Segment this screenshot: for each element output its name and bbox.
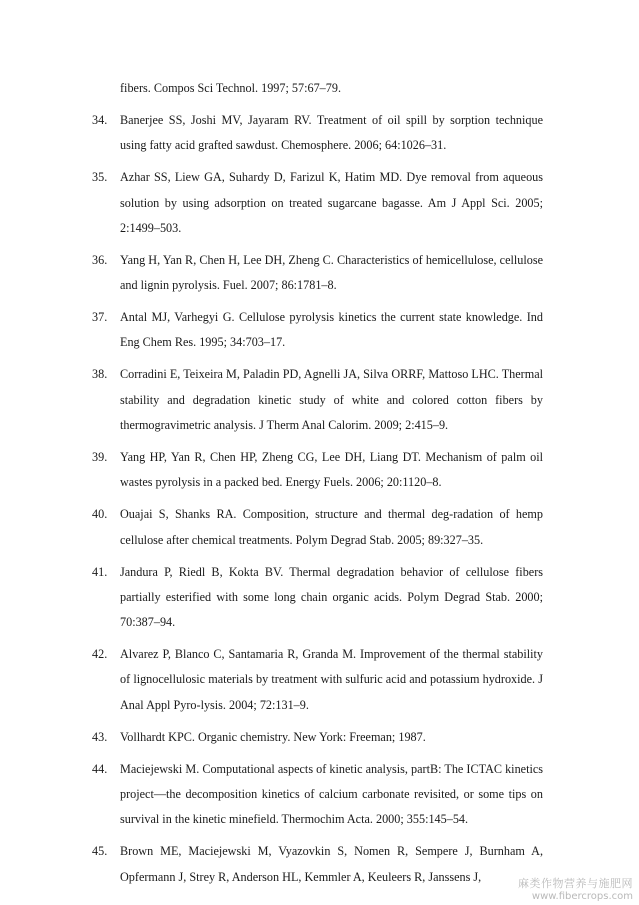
- reference-item: [92, 362, 543, 438]
- reference-number: 43.: [92, 729, 108, 744]
- reference-number: 37.: [92, 310, 108, 325]
- reference-item: [92, 642, 543, 718]
- reference-item: [92, 502, 543, 553]
- reference-text: fibers. Compos Sci Technol. 1997; 57:67–79.: [120, 81, 341, 95]
- reference-text: Banerjee SS, Joshi MV, Jayaram RV. Treatment of oil spill by sorption technique using fatty acid grafted sawdust. Chemosphere. 2006; 64:1026–31.: [120, 112, 543, 153]
- reference-number: 45.: [92, 844, 108, 859]
- reference-continuation: [92, 76, 543, 101]
- reference-item: [92, 560, 543, 636]
- site-watermark: [518, 877, 633, 903]
- reference-number: 40.: [92, 507, 108, 522]
- watermark-url: www.fibercrops.com: [531, 891, 633, 902]
- reference-item: [92, 445, 543, 496]
- reference-item: [92, 757, 543, 833]
- reference-text: Alvarez P, Blanco C, Santamaria R, Granda M. Improvement of the thermal stability of lignocellulosic materials by treatment with sulfuric acid and potassium hydroxide. J Anal Appl Pyro-lysis. 2004; 72:131–9.: [120, 647, 543, 712]
- reference-text: Jandura P, Riedl B, Kokta BV. Thermal degradation behavior of cellulose fibers partially esterified with some long chain organic acids. Polym Degrad Stab. 2000; 70:387–94.: [120, 564, 543, 630]
- reference-number: 34.: [92, 112, 108, 127]
- reference-number: 39.: [92, 449, 108, 464]
- reference-text: Yang H, Yan R, Chen H, Lee DH, Zheng C. Characteristics of hemicellulose, cellulose and lignin pyrolysis. Fuel. 2007; 86:1781–8.: [120, 252, 543, 293]
- reference-item: [92, 108, 543, 159]
- reference-list: [92, 76, 543, 897]
- reference-item: [92, 165, 543, 241]
- reference-text: Brown ME, Maciejewski M, Vyazovkin S, Nomen R, Sempere J, Burnham A, Opfermann J, Strey R, Anderson HL, Kemmler A, Keuleers R, Janssens J,: [120, 844, 543, 884]
- reference-item: [92, 305, 543, 356]
- reference-number: 42.: [92, 647, 108, 662]
- reference-text: Vollhardt KPC. Organic chemistry. New York: Freeman; 1987.: [120, 729, 426, 744]
- reference-number: 38.: [92, 367, 108, 382]
- reference-text: Corradini E, Teixeira M, Paladin PD, Agnelli JA, Silva ORRF, Mattoso LHC. Thermal stability and degradation kinetic study of white and colored cotton fibers by thermogravimetric analysis. J Therm Anal Calorim. 2009; 2:415–9.: [120, 367, 543, 432]
- reference-text: Ouajai S, Shanks RA. Composition, structure and thermal deg-radation of hemp cellulose after chemical treatments. Polym Degrad Stab. 2005; 89:327–35.: [120, 507, 543, 547]
- reference-number: 41.: [92, 564, 108, 579]
- reference-text: Antal MJ, Varhegyi G. Cellulose pyrolysis kinetics the current state knowledge. Ind Eng Chem Res. 1995; 34:703–17.: [120, 310, 543, 350]
- watermark-site-name: 麻类作物营养与施肥网: [518, 877, 633, 890]
- reference-number: 44.: [92, 761, 108, 776]
- reference-item: [92, 725, 543, 750]
- reference-item: [92, 839, 543, 890]
- reference-text: Maciejewski M. Computational aspects of kinetic analysis, partB: The ICTAC kinetics project—the decomposition kinetics of calcium carbonate revisited, or some tips on survival in the kinetic minefield. Thermochim Acta. 2000; 355:145–54.: [120, 761, 543, 827]
- reference-item: [92, 248, 543, 299]
- reference-number: 35.: [92, 170, 108, 185]
- reference-text: Yang HP, Yan R, Chen HP, Zheng CG, Lee DH, Liang DT. Mechanism of palm oil wastes pyrolysis in a packed bed. Energy Fuels. 2006; 20:1120–8.: [120, 449, 543, 490]
- reference-text: Azhar SS, Liew GA, Suhardy D, Farizul K, Hatim MD. Dye removal from aqueous solution by using adsorption on treated sugarcane bagasse. Am J Appl Sci. 2005; 2:1499–503.: [120, 170, 543, 235]
- reference-number: 36.: [92, 252, 108, 267]
